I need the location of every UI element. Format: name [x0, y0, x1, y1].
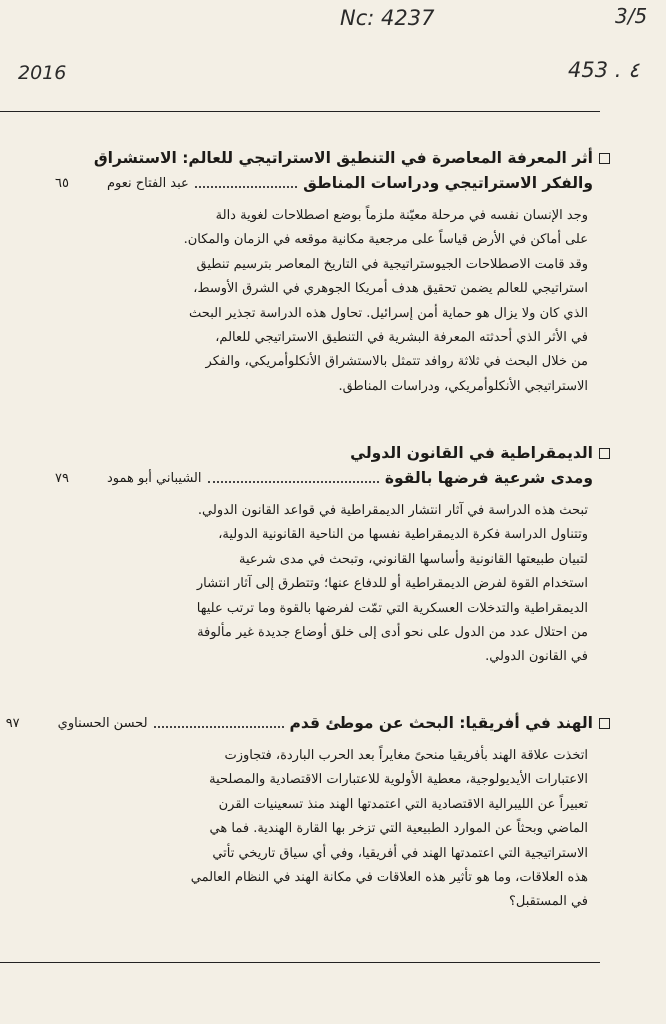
entry-abstract — [113, 204, 588, 399]
abstract-line: وجد الإنسان نفسه في مرحلة معيّنة ملزماً بوضع اصطلاحات لغوية دالة — [215, 208, 588, 223]
toc-entry-3 — [5, 711, 610, 915]
abstract-line: لتبيان طبيعتها القانونية وأساسها القانوني، وتبحث في مدى شرعية — [239, 551, 588, 567]
entry-abstract — [113, 499, 588, 670]
abstract-line: وقد قامت الاصطلاحات الجيوستراتيجية في التاريخ المعاصر بترسيم تنطيق — [196, 256, 588, 272]
abstract-line: الديمقراطية والتدخلات العسكرية التي تمّت لفرضها بالقوة وما ترتب عليها — [196, 600, 588, 616]
handwritten-reference: Nc: 4237 — [340, 6, 435, 30]
entry-author: الشيباني أبو همود — [106, 471, 202, 486]
handwritten-page-count: 3/5 — [615, 4, 648, 28]
entry-title-text: أثر المعرفة المعاصرة في التنطيق الاستراتيجي للعالم: الاستشراق — [93, 149, 593, 167]
abstract-line: الاستراتيجية التي اعتمدتها الهند في أفريقيا، وفي أي سياق تاريخي تأتي — [212, 845, 588, 861]
abstract-line: تعبيراً عن الليبرالية الاقتصادية التي اعتمدتها الهند منذ تسعينيات القرن — [218, 796, 588, 812]
dot-leader — [195, 186, 297, 188]
entry-page-number: ٦٥ — [55, 176, 69, 191]
toc-entry-2 — [55, 441, 610, 670]
entry-author: عبد الفتاح نعوم — [106, 176, 189, 191]
abstract-line: من خلال البحث في ثلاثة روافد تتمثل بالاستشراق الأنكلوأمريكي، والفكر — [205, 354, 588, 370]
abstract-line: استخدام القوة لفرض الديمقراطية أو للدفاع عنها؛ وتتطرق إلى آثار انتشار — [196, 576, 588, 592]
abstract-line: استراتيجي للعالم يضمن تحقيق هدف أمريكا الجوهري في الشرق الأوسط، — [193, 281, 588, 297]
abstract-line: الذي كان ولا يزال هو حماية أمن إسرائيل. تحاول هذه الدراسة تجذير البحث — [189, 305, 588, 321]
entry-page-number: ٧٩ — [55, 471, 69, 486]
abstract-line: على أماكن في الأرض قياساً على مرجعية مكانية موقعه في الزمان والمكان. — [183, 232, 588, 248]
bottom-rule — [0, 962, 600, 963]
entry-title-line — [55, 466, 610, 491]
abstract-line: الاعتبارات الأيديولوجية، معطية الأولوية للاعتبارات الاقتصادية والمصلحية — [209, 772, 588, 788]
entry-abstract — [113, 744, 588, 915]
abstract-line: الماضي وبحثاً عن الموارد الطبيعية التي تزخر بها القارة الهندية. فما هي — [209, 821, 588, 837]
abstract-line: هذه العلاقات، وما هو تأثير هذه العلاقات في مكانة الهند في النظام العالمي — [190, 870, 588, 886]
abstract-line: في القانون الدولي. — [485, 649, 588, 665]
abstract-line: اتخذت علاقة الهند بأفريقيا منحىً مغايراً بعد الحرب الباردة، فتجاوزت — [224, 748, 588, 763]
checkbox-square-icon — [599, 718, 610, 729]
entry-title-text: الهند في أفريقيا: البحث عن موطئ قدم — [289, 714, 593, 732]
abstract-line: وتتناول الدراسة فكرة الديمقراطية نفسها من الناحية القانونية الدولية، — [218, 527, 588, 543]
entry-author: لحسن الحسناوي — [57, 716, 148, 731]
entry-page-number: ٩٧ — [5, 716, 20, 731]
entry-title-line — [55, 441, 610, 466]
dot-leader — [154, 726, 284, 728]
dot-leader — [208, 481, 379, 483]
entry-title-text: الديمقراطية في القانون الدولي — [350, 444, 593, 462]
entry-title-line — [5, 711, 610, 736]
toc-entry-1 — [55, 146, 610, 399]
abstract-line: تبحث هذه الدراسة في آثار انتشار الديمقراطية في قواعد القانون الدولي. — [197, 503, 588, 518]
entry-title-line — [55, 146, 610, 171]
entry-title-text: والفكر الاستراتيجي ودراسات المناطق — [303, 174, 593, 192]
handwritten-number: 453 . ٤ — [568, 58, 640, 82]
abstract-line: الاستراتيجي الأنكلوأمريكي، ودراسات المناطق. — [338, 378, 588, 394]
handwritten-year: 2016 — [18, 62, 67, 84]
abstract-line: في الأثر الذي أحدثته المعرفة البشرية في التنطيق الاستراتيجي للعالم، — [215, 330, 588, 346]
entry-title-line — [55, 171, 610, 196]
checkbox-square-icon — [599, 448, 610, 459]
top-rule — [0, 111, 600, 112]
abstract-line: في المستقبل؟ — [508, 894, 588, 910]
checkbox-square-icon — [599, 153, 610, 164]
abstract-line: من احتلال عدد من الدول على نحو أدى إلى خلق أوضاع جديدة غير مألوفة — [197, 625, 588, 641]
entry-title-text: ومدى شرعية فرضها بالقوة — [384, 469, 593, 487]
